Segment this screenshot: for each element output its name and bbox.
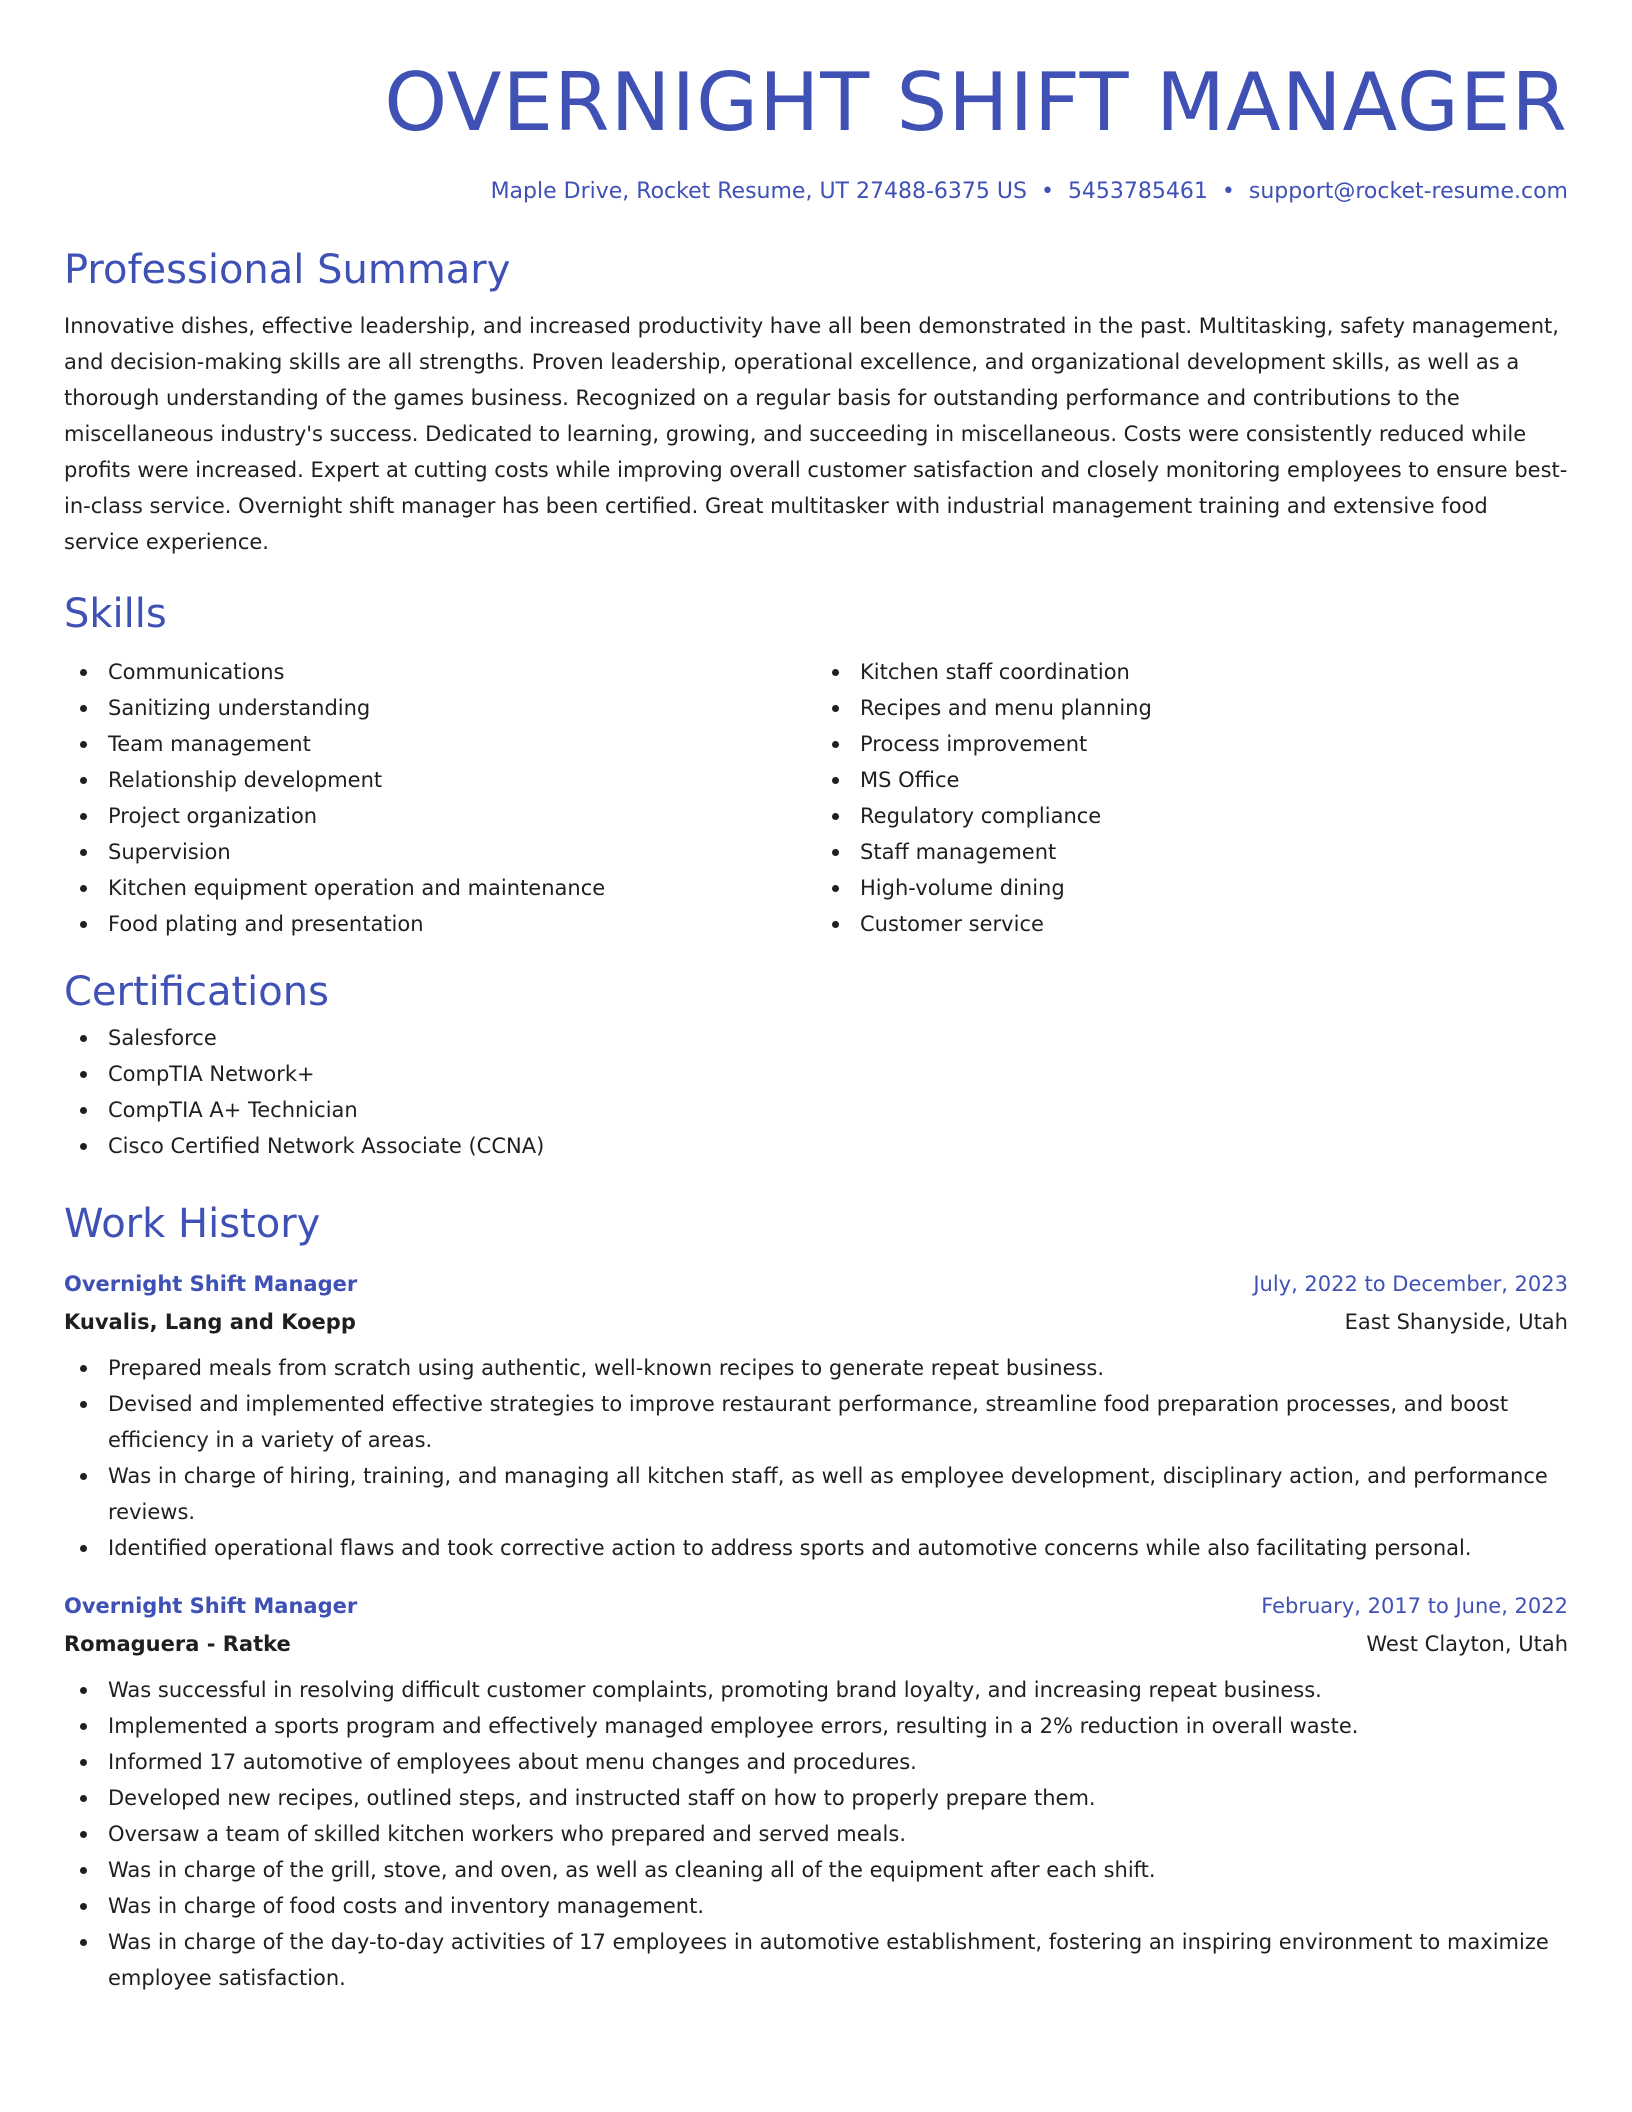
skill-item: Recipes and menu planning [816, 690, 1568, 726]
skills-list-right [816, 654, 1568, 942]
skill-item: MS Office [816, 762, 1568, 798]
job-entry [64, 1266, 1568, 1566]
skill-item: Project organization [64, 798, 816, 834]
job-header-row [64, 1266, 1568, 1302]
contact-line [64, 176, 1568, 208]
skill-item: Communications [64, 654, 816, 690]
skill-item: Relationship development [64, 762, 816, 798]
job-bullet: Was in charge of food costs and inventory management. [64, 1888, 1568, 1924]
skill-item: Food plating and presentation [64, 906, 816, 942]
certifications-list [64, 1020, 1568, 1164]
job-location: East Shanyside, Utah [1344, 1310, 1568, 1334]
job-bullet: Identified operational flaws and took corrective action to address sports and automotive concerns while also facilitating personal. [64, 1530, 1568, 1566]
job-company-row [64, 1624, 1568, 1664]
job-bullet: Implemented a sports program and effectively managed employee errors, resulting in a 2% reduction in overall waste. [64, 1708, 1568, 1744]
job-bullet: Oversaw a team of skilled kitchen workers who prepared and served meals. [64, 1816, 1568, 1852]
certification-item: CompTIA A+ Technician [64, 1092, 1568, 1128]
contact-separator: • [1221, 179, 1235, 204]
job-company: Romaguera - Ratke [64, 1632, 291, 1656]
contact-phone[interactable]: 5453785461 [1067, 179, 1208, 204]
job-bullet: Was in charge of the grill, stove, and oven, as well as cleaning all of the equipment after each shift. [64, 1852, 1568, 1888]
job-bullet: Prepared meals from scratch using authentic, well-known recipes to generate repeat business. [64, 1350, 1568, 1386]
skill-item: Team management [64, 726, 816, 762]
skill-item: Sanitizing understanding [64, 690, 816, 726]
certification-item: Cisco Certified Network Associate (CCNA) [64, 1128, 1568, 1164]
contact-address: Maple Drive, Rocket Resume, UT 27488-6375 US [490, 179, 1027, 204]
contact-separator: • [1040, 179, 1054, 204]
resume-name: OVERNIGHT SHIFT MANAGER [384, 56, 1568, 149]
certification-item: CompTIA Network+ [64, 1056, 1568, 1092]
job-dates: July, 2022 to December, 2023 [1253, 1272, 1568, 1296]
job-bullets [64, 1672, 1568, 1996]
job-company-row [64, 1302, 1568, 1342]
skill-item: Process improvement [816, 726, 1568, 762]
job-entry [64, 1588, 1568, 1996]
job-company: Kuvalis, Lang and Koepp [64, 1310, 356, 1334]
certifications-heading: Certifications [64, 969, 329, 1015]
contact-email[interactable]: support@rocket-resume.com [1248, 179, 1568, 204]
skill-item: Supervision [64, 834, 816, 870]
skill-item: Kitchen equipment operation and maintenance [64, 870, 816, 906]
job-header-row [64, 1588, 1568, 1624]
summary-heading: Professional Summary [64, 247, 511, 293]
certification-item: Salesforce [64, 1020, 1568, 1056]
job-bullet: Informed 17 automotive of employees about menu changes and procedures. [64, 1744, 1568, 1780]
job-bullet: Developed new recipes, outlined steps, and instructed staff on how to properly prepare them. [64, 1780, 1568, 1816]
skill-item: High-volume dining [816, 870, 1568, 906]
summary-text: Innovative dishes, effective leadership, and increased productivity have all been demonstrated in the past. Multitasking, safety management, and decision-making skills are all strengths. Proven leadership, operational excellence, and organizational development skills, as well as a thorough understanding of the games business. Recognized on a regular basis for outstanding performance and contributions to the miscellaneous industry's success. Dedicated to learning, growing, and succeeding in miscellaneous. Costs were consistently reduced while profits were increased. Expert at cutting costs while improving overall customer satisfaction and closely monitoring employees to ensure best-in-class service. Overnight shift manager has been certified. Great multitasker with industrial management training and extensive food service experience. [64, 314, 1568, 554]
work-history-heading: Work History [64, 1201, 321, 1247]
job-bullet: Was in charge of the day-to-day activities of 17 employees in automotive establishment, fostering an inspiring environment to maximize employee satisfaction. [64, 1924, 1568, 1996]
job-dates: February, 2017 to June, 2022 [1261, 1594, 1568, 1618]
job-location: West Clayton, Utah [1366, 1632, 1568, 1656]
job-bullet: Devised and implemented effective strategies to improve restaurant performance, streamline food preparation processes, and boost efficiency in a variety of areas. [64, 1386, 1568, 1458]
skill-item: Customer service [816, 906, 1568, 942]
job-bullet: Was successful in resolving difficult customer complaints, promoting brand loyalty, and increasing repeat business. [64, 1672, 1568, 1708]
job-bullets [64, 1350, 1568, 1566]
skills-heading: Skills [64, 591, 167, 637]
job-bullet: Was in charge of hiring, training, and managing all kitchen staff, as well as employee development, disciplinary action, and performance reviews. [64, 1458, 1568, 1530]
job-title: Overnight Shift Manager [64, 1272, 358, 1296]
skill-item: Regulatory compliance [816, 798, 1568, 834]
skills-columns [64, 654, 1568, 942]
job-title: Overnight Shift Manager [64, 1594, 358, 1618]
skill-item: Kitchen staff coordination [816, 654, 1568, 690]
skill-item: Staff management [816, 834, 1568, 870]
skills-list-left [64, 654, 816, 942]
